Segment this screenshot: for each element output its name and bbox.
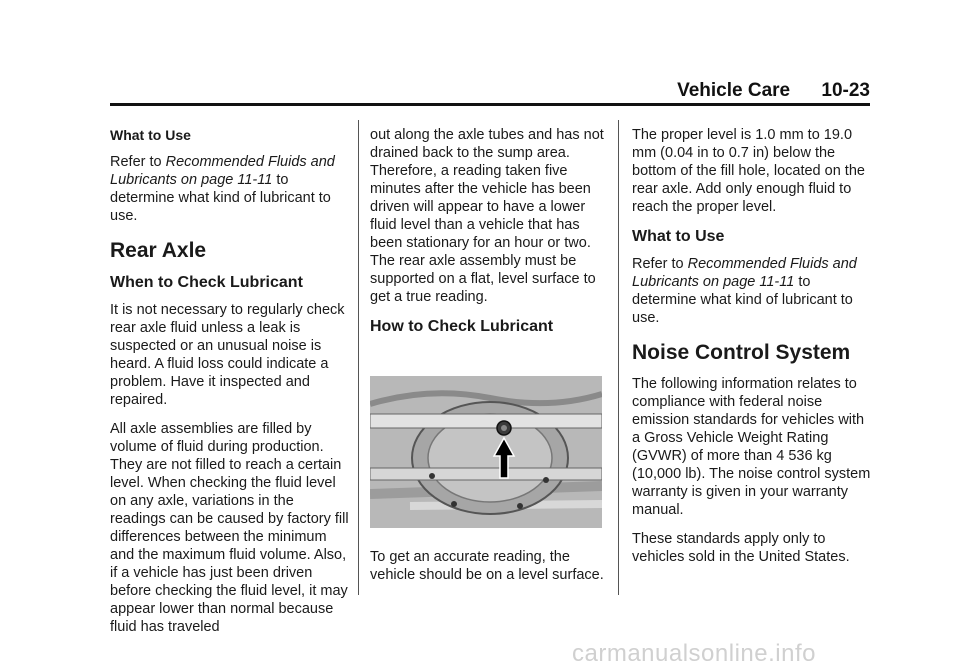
- paragraph: out along the axle tubes and has not drained back to the sump area. Therefore, a reading taken five minutes after the vehicle has been driven will appear to have a lower fluid level than a vehicle that has been stationary for an hour or two. The rear axle assembly must be supported on a flat, level surface to get a true reading.: [370, 127, 604, 305]
- text: Refer to: [110, 154, 166, 170]
- paragraph: [632, 255, 872, 327]
- paragraph: It is not necessary to regularly check rear axle fluid unless a leak is suspected or an unusual noise is heard. A fluid loss could indicate a problem. Have it inspected and repaired.: [110, 302, 345, 408]
- column-1: [110, 126, 350, 647]
- paragraph: All axle assemblies are filled by volume of fluid during production. They are not filled to reach a certain level. When checking the fluid level on any axle, variations in the readings can be caused by factory fill differences between the minimum and the maximum fluid volume. Also, if a vehicle has just been driven before checking the fluid level, it may appear lower than normal because fluid has traveled: [110, 421, 349, 635]
- rear-axle-cover-photo: [370, 376, 602, 528]
- axle-illustration: [370, 376, 602, 528]
- noise-control-heading: Noise Control System: [632, 341, 851, 364]
- text: to determine what kind of lubricant to use.: [110, 172, 331, 224]
- what-to-use-heading: What to Use: [110, 127, 191, 143]
- rear-axle-heading: Rear Axle: [110, 239, 207, 262]
- column-divider: [618, 120, 619, 595]
- when-to-check-heading: When to Check Lubricant: [110, 274, 303, 291]
- paragraph: These standards apply only to vehicles sold in the United States.: [632, 531, 850, 565]
- column-2: [370, 126, 608, 595]
- page-header: [110, 80, 870, 102]
- what-to-use-heading: What to Use: [632, 228, 725, 245]
- paragraph: [110, 153, 350, 225]
- section-title: Vehicle Care: [677, 80, 791, 101]
- text: Refer to: [632, 256, 688, 272]
- paragraph: The proper level is 1.0 mm to 19.0 mm (0.04 in to 0.7 in) below the bottom of the fill hole, located on the rear axle. Add only enough fluid to reach the proper level.: [632, 127, 865, 215]
- column-3: [632, 126, 872, 577]
- header-rule: [110, 103, 870, 106]
- paragraph: The following information relates to compliance with federal noise emission standards for vehicles with a Gross Vehicle Weight Rating (GVWR) of more than 4 536 kg (10,000 lb). The noise control system warranty is given in your warranty manual.: [632, 376, 871, 518]
- cross-reference-link[interactable]: Recommended Fluids and Lubricants on page 11-11: [632, 256, 857, 290]
- watermark: carmanualsonline.info: [572, 640, 816, 667]
- cross-reference-link[interactable]: Recommended Fluids and Lubricants on page 11-11: [110, 154, 335, 188]
- how-to-check-heading: How to Check Lubricant: [370, 318, 554, 335]
- text: to determine what kind of lubricant to use.: [632, 274, 853, 326]
- page-number: 10-23: [821, 80, 870, 101]
- paragraph: To get an accurate reading, the vehicle should be on a level surface.: [370, 549, 604, 583]
- column-divider: [358, 120, 359, 595]
